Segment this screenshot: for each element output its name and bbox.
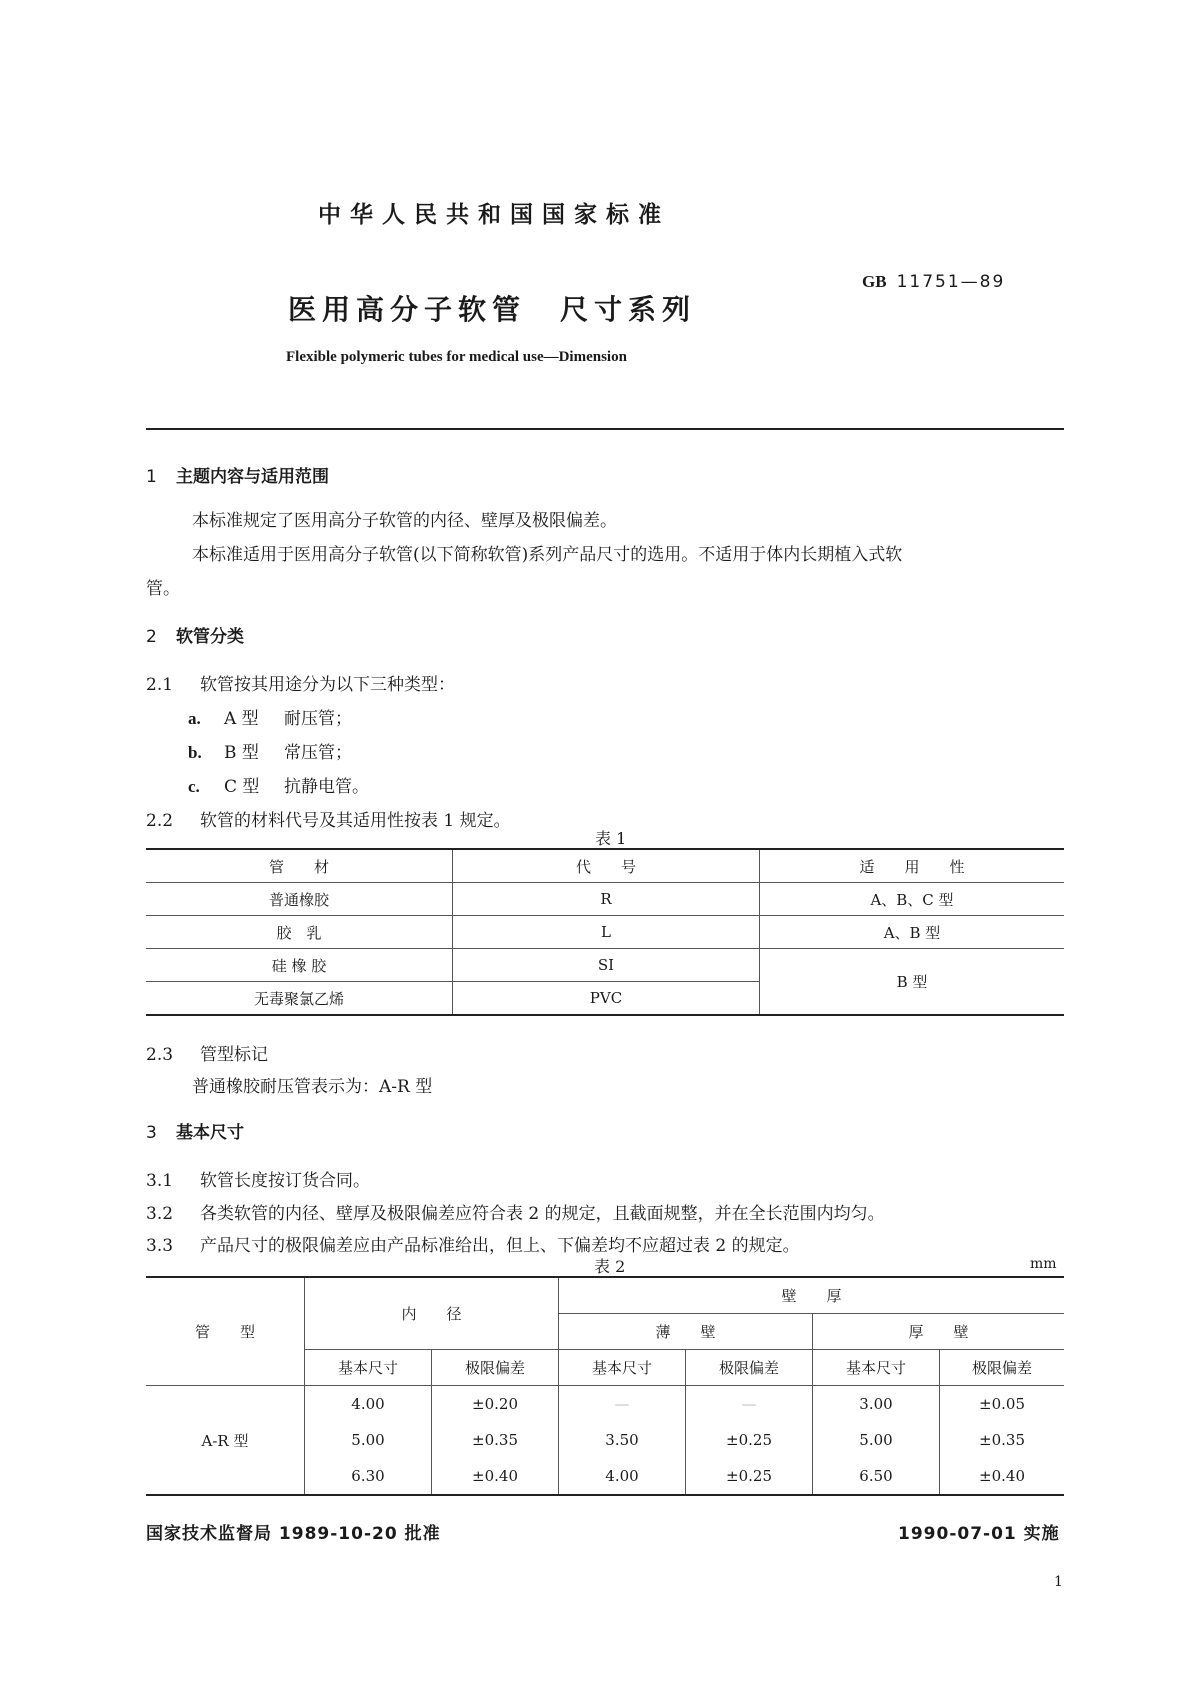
item-code: C 型: [224, 777, 260, 797]
cell-code: R: [453, 883, 760, 916]
header-thin-tolerance: 极限偏差: [686, 1350, 813, 1386]
header-id-tolerance: 极限偏差: [432, 1350, 559, 1386]
cell-material: 硅 橡 胶: [146, 949, 453, 982]
header-thin-basic: 基本尺寸: [559, 1350, 686, 1386]
cell-id-basic: 4.00: [305, 1386, 432, 1423]
clause-text: 产品尺寸的极限偏差应由产品标准给出，但上、下偏差均不应超过表 2 的规定。: [200, 1236, 800, 1256]
clause-text: 软管的材料代号及其适用性按表 1 规定。: [200, 811, 511, 831]
clause-3-2: [146, 1199, 885, 1224]
cell-thin-basic: 4.00: [559, 1458, 686, 1495]
standard-prefix: GB: [862, 272, 887, 291]
section-title: 软管分类: [176, 627, 244, 647]
clause-text: 软管长度按订货合同。: [200, 1171, 370, 1191]
cell-thick-tolerance: ±0.05: [940, 1386, 1065, 1423]
item-code: B 型: [224, 743, 259, 763]
clause-2-3: [146, 1040, 268, 1065]
section-title: 主题内容与适用范围: [176, 467, 329, 487]
national-standard-heading: 中华人民共和国国家标准: [318, 202, 670, 228]
section-number: 3: [146, 1123, 157, 1143]
header-applicability: 适 用 性: [760, 849, 1065, 883]
table-row: [146, 916, 1064, 949]
section-3-heading: [146, 1118, 244, 1143]
table-2: [146, 1276, 1064, 1496]
clause-number: 3.1: [146, 1171, 174, 1191]
cell-material: 普通橡胶: [146, 883, 453, 916]
item-desc: 抗静电管。: [284, 777, 369, 797]
table-2-unit: mm: [1030, 1256, 1057, 1272]
clause-2-1: [146, 670, 455, 695]
cell-thin-tolerance: ±0.25: [686, 1458, 813, 1495]
clause-2-3-example: 普通橡胶耐压管表示为：A-R 型: [192, 1077, 433, 1097]
section-2-heading: [146, 622, 244, 647]
list-item-c: [188, 772, 369, 797]
section-1-heading: [146, 462, 329, 487]
clause-number: 2.1: [146, 675, 174, 695]
header-thin-wall: 薄 壁: [559, 1314, 813, 1350]
table-2-caption: 表 2: [594, 1257, 626, 1276]
table-header-row: [146, 1277, 1064, 1314]
cell-thick-basic: 6.50: [813, 1458, 940, 1495]
table-row: [146, 949, 1064, 982]
section-1-paragraph-1: 本标准规定了医用高分子软管的内径、壁厚及极限偏差。: [192, 511, 617, 531]
header-divider: [146, 428, 1064, 430]
cell-id-basic: 5.00: [305, 1422, 432, 1458]
section-number: 2: [146, 627, 157, 647]
table-1-caption: 表 1: [595, 829, 627, 848]
table-row: [146, 883, 1064, 916]
cell-applicability: A、B、C 型: [760, 883, 1065, 916]
list-item-a: [188, 704, 352, 729]
clause-number: 2.2: [146, 811, 174, 831]
cell-tube-type: A-R 型: [146, 1386, 305, 1496]
cell-id-tolerance: ±0.20: [432, 1386, 559, 1423]
item-desc: 常压管；: [284, 743, 352, 763]
header-thick-tolerance: 极限偏差: [940, 1350, 1065, 1386]
section-number: 1: [146, 467, 157, 487]
header-wall-thickness: 壁 厚: [559, 1277, 1065, 1314]
cell-thin-tolerance: ±0.25: [686, 1422, 813, 1458]
header-material: 管 材: [146, 849, 453, 883]
cell-material: 无毒聚氯乙烯: [253, 989, 344, 1008]
cell-thin-basic: 3.50: [559, 1422, 686, 1458]
header-code: 代 号: [453, 849, 760, 883]
section-1-paragraph-2-cont: 管。: [146, 579, 180, 599]
item-letter: a.: [188, 709, 201, 728]
standard-number: [862, 272, 1005, 292]
standard-code: 11751—89: [896, 272, 1006, 292]
item-desc: 耐压管；: [284, 709, 352, 729]
item-code: A 型: [224, 709, 259, 729]
clause-3-1: [146, 1166, 370, 1191]
list-item-b: [188, 738, 352, 763]
clause-3-3: [146, 1231, 800, 1256]
cell-thick-tolerance: ±0.35: [940, 1422, 1065, 1458]
clause-text: 各类软管的内径、壁厚及极限偏差应符合表 2 的规定，且截面规整，并在全长范围内均匀。: [200, 1204, 885, 1224]
cell-code: PVC: [453, 982, 760, 1016]
header-thick-basic: 基本尺寸: [813, 1350, 940, 1386]
cell-thin-tolerance: —: [686, 1386, 813, 1423]
header-tube-type: 管 型: [146, 1277, 305, 1386]
clause-number: 2.3: [146, 1045, 174, 1065]
document-title: 医用高分子软管 尺寸系列: [288, 293, 697, 326]
approval-note: 国家技术监督局 1989-10-20 批准: [146, 1524, 441, 1544]
page-number: 1: [1054, 1574, 1063, 1590]
clause-text: 软管按其用途分为以下三种类型：: [200, 675, 455, 695]
section-title: 基本尺寸: [176, 1123, 244, 1143]
section-1-paragraph-2: 本标准适用于医用高分子软管(以下简称软管)系列产品尺寸的选用。不适用于体内长期植入式软: [192, 545, 903, 565]
cell-thin-basic: —: [559, 1386, 686, 1423]
effective-date: 1990-07-01 实施: [898, 1524, 1060, 1544]
item-letter: c.: [188, 777, 200, 796]
header-id-basic: 基本尺寸: [305, 1350, 432, 1386]
clause-number: 3.3: [146, 1236, 174, 1256]
cell-code: SI: [453, 949, 760, 982]
cell-thick-basic: 5.00: [813, 1422, 940, 1458]
cell-thick-basic: 3.00: [813, 1386, 940, 1423]
cell-code: L: [453, 916, 760, 949]
clause-2-2: [146, 806, 511, 831]
header-thick-wall: 厚 壁: [813, 1314, 1065, 1350]
clause-text: 管型标记: [200, 1045, 268, 1065]
cell-applicability: A、B 型: [760, 916, 1065, 949]
cell-id-basic: 6.30: [305, 1458, 432, 1495]
cell-id-tolerance: ±0.35: [432, 1422, 559, 1458]
english-title: Flexible polymeric tubes for medical use—Dimension: [286, 349, 627, 365]
table-row: [146, 1386, 1064, 1423]
table-header-row: [146, 849, 1064, 883]
cell-thick-tolerance: ±0.40: [940, 1458, 1065, 1495]
clause-number: 3.2: [146, 1204, 174, 1224]
header-inner-diameter: 内 径: [305, 1277, 559, 1350]
item-letter: b.: [188, 743, 202, 762]
cell-applicability: B 型: [760, 949, 1065, 1016]
table-1: [146, 848, 1064, 1016]
cell-material: 胶 乳: [146, 916, 453, 949]
cell-id-tolerance: ±0.40: [432, 1458, 559, 1495]
